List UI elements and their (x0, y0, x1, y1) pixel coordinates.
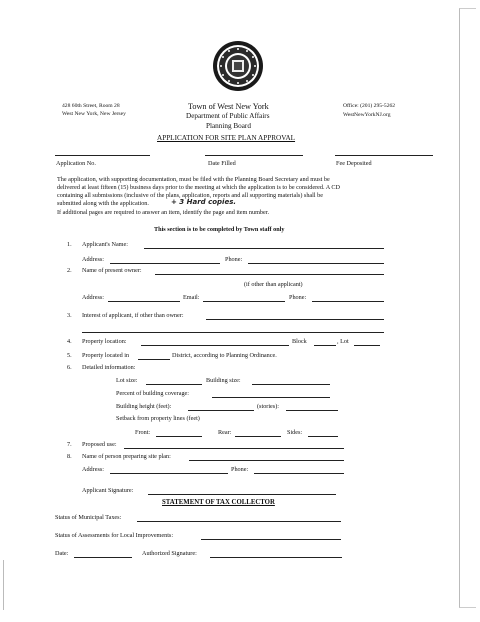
item-5-post: District, according to Planning Ordinance. (172, 352, 277, 359)
lot-label: , Lot (337, 338, 349, 345)
item-1-label: Applicant's Name: (82, 241, 128, 248)
item-4-label: Property location: (82, 338, 127, 345)
rear-label: Rear: (218, 429, 232, 436)
building-size-label: Building size: (206, 377, 241, 384)
page-edge-left (3, 560, 10, 610)
handwritten-note: + 3 Hard copies. (171, 198, 237, 206)
org-department: Department of Public Affairs (186, 112, 270, 120)
coverage-line[interactable] (212, 397, 330, 398)
org-name: Town of West New York (188, 102, 269, 111)
fee-deposited-line[interactable] (335, 155, 433, 156)
interest-line-2[interactable] (82, 332, 384, 333)
org-address-line2: West New York, New Jersey (62, 111, 126, 117)
height-label: Building height (feet): (116, 403, 172, 410)
application-no-line[interactable] (55, 155, 150, 156)
assessments-line[interactable] (201, 539, 341, 540)
lot-size-label: Lot size: (116, 377, 138, 384)
preparer-phone-line[interactable] (254, 473, 344, 474)
item-7-number: 7. (67, 441, 72, 448)
item-5-pre: Property located in (82, 352, 130, 359)
district-line[interactable] (138, 359, 170, 360)
applicant-name-line[interactable] (144, 248, 384, 249)
org-phone: Office: (201) 295-5262 (343, 103, 396, 109)
applicant-signature-label: Applicant Signature: (82, 487, 134, 494)
item-8-label: Name of person preparing site plan: (82, 453, 171, 460)
item-3-number: 3. (67, 312, 72, 319)
item-8-address-label: Address: (82, 466, 104, 473)
item-2-email-label: Email: (183, 294, 200, 301)
authorized-signature-line[interactable] (210, 557, 342, 558)
setback-label: Setback from property lines (feet) (116, 415, 200, 422)
applicant-phone-line[interactable] (248, 263, 384, 264)
property-location-line[interactable] (141, 345, 289, 346)
other-than-applicant: (if other than applicant) (244, 281, 303, 288)
staff-note: This section is to be completed by Town staff only (154, 226, 285, 233)
org-board: Planning Board (206, 122, 251, 130)
intro-line-5: If additional pages are required to answer an item, identify the page and item number. (57, 209, 270, 216)
municipal-taxes-label: Status of Municipal Taxes: (55, 514, 122, 521)
intro-line-2: delivered at least fifteen (15) business days prior to the meeting at which the application is to be considered. A CD (57, 184, 341, 191)
intro-line-4: submitted along with the application. (57, 200, 149, 207)
item-7-label: Proposed use: (82, 441, 117, 448)
assessments-label: Status of Assessments for Local Improvements: (55, 532, 174, 539)
block-line[interactable] (314, 345, 336, 346)
coverage-label: Percent of building coverage: (116, 390, 190, 397)
building-size-line[interactable] (252, 384, 330, 385)
item-1-number: 1. (67, 241, 72, 248)
item-6-number: 6. (67, 364, 72, 371)
preparer-address-line[interactable] (110, 473, 228, 474)
rear-line[interactable] (235, 436, 281, 437)
owner-name-line[interactable] (155, 274, 384, 275)
item-2-number: 2. (67, 267, 72, 274)
owner-phone-line[interactable] (312, 301, 384, 302)
application-no-label: Application No. (56, 160, 96, 167)
intro-line-1: The application, with supporting documentation, must be filed with the Planning Board Secretary and must be (57, 176, 330, 183)
tax-date-label: Date: (55, 550, 69, 557)
tax-date-line[interactable] (74, 557, 132, 558)
org-address-line1: 428 60th Street, Room 28 (62, 103, 120, 109)
stories-label: (stories): (257, 403, 279, 410)
owner-email-line[interactable] (203, 301, 285, 302)
item-8-phone-label: Phone: (231, 466, 249, 473)
date-filed-label: Date Filled (208, 160, 236, 167)
sides-label: Sides: (287, 429, 303, 436)
item-6-label: Detailed information: (82, 364, 136, 371)
item-2-label: Name of present owner: (82, 267, 142, 274)
org-website: WestNewYorkNJ.org (343, 112, 391, 118)
lot-size-line[interactable] (146, 384, 202, 385)
item-3-label: Interest of applicant, if other than owner: (82, 312, 184, 319)
applicant-address-line[interactable] (110, 263, 220, 264)
sides-line[interactable] (308, 436, 338, 437)
block-label: Block (292, 338, 307, 345)
front-label: Front: (135, 429, 151, 436)
item-2-phone-label: Phone: (289, 294, 307, 301)
date-filed-line[interactable] (205, 155, 303, 156)
page-edge (459, 8, 476, 608)
fee-deposited-label: Fee Deposited (336, 160, 372, 167)
owner-address-line[interactable] (108, 301, 180, 302)
applicant-signature-line[interactable] (148, 494, 336, 495)
proposed-use-line[interactable] (124, 448, 344, 449)
tax-statement-title: STATEMENT OF TAX COLLECTOR (162, 499, 275, 506)
front-line[interactable] (156, 436, 202, 437)
stories-line[interactable] (286, 410, 338, 411)
town-seal-logo (212, 40, 264, 92)
item-1-phone-label: Phone: (225, 256, 243, 263)
item-5-number: 5. (67, 352, 72, 359)
lot-line[interactable] (354, 345, 380, 346)
preparer-name-line[interactable] (189, 460, 344, 461)
item-1-address-label: Address: (82, 256, 104, 263)
item-4-number: 4. (67, 338, 72, 345)
form-title: APPLICATION FOR SITE PLAN APPROVAL (157, 134, 296, 142)
interest-line-1[interactable] (206, 319, 384, 320)
authorized-signature-label: Authorized Signature: (142, 550, 197, 557)
municipal-taxes-line[interactable] (137, 521, 341, 522)
item-2-address-label: Address: (82, 294, 104, 301)
height-line[interactable] (188, 410, 254, 411)
item-8-number: 8. (67, 453, 72, 460)
intro-line-3: containing all submissions (inclusive of the plans, application, reports and all supporting materials) shall be (57, 192, 324, 199)
